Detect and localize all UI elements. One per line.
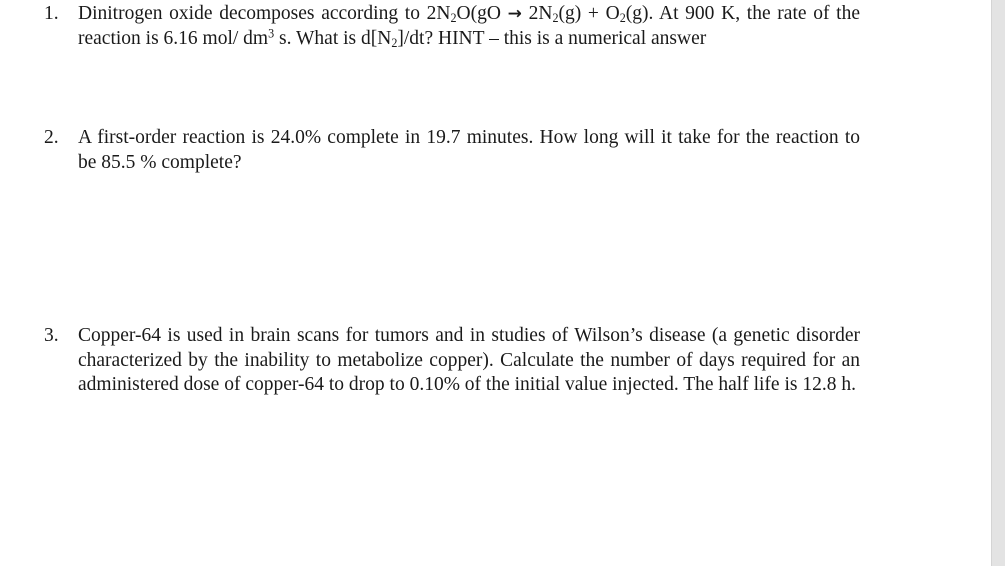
- question-text: Dinitrogen oxide decomposes according to $2N_2O(gO \to 2N_2(g) + O_2(g)$. At 900 K, the rate of the reaction is 6.16 mol/ $dm^3$ s. What is $d[N_2]/dt$? HINT – this is a numerical answer: [78, 3, 860, 50]
- scrollbar-track[interactable]: [991, 0, 1005, 566]
- question-text: A first-order reaction is 24.0% complete in 19.7 minutes. How long will it take for the reaction to be 85.5 % complete?: [78, 127, 860, 173]
- question-number: 2.: [44, 127, 59, 148]
- question-number: 1.: [44, 3, 59, 24]
- subscript: 2: [450, 11, 457, 26]
- subscript: 2: [552, 11, 559, 26]
- right-arrow-icon: →: [507, 4, 522, 24]
- subscript: 2: [391, 35, 398, 50]
- superscript: 3: [268, 25, 275, 40]
- question-number: 3.: [44, 325, 59, 346]
- subscript: 2: [619, 11, 626, 26]
- question-text: Copper-64 is used in brain scans for tumors and in studies of Wilson’s disease (a genetic disorder characterized by the inability to metabolize copper). Calculate the number of days required for an administered dose of copper-64 to drop to 0.10% of the initial value injected. The half life is 12.8 h.: [78, 325, 860, 395]
